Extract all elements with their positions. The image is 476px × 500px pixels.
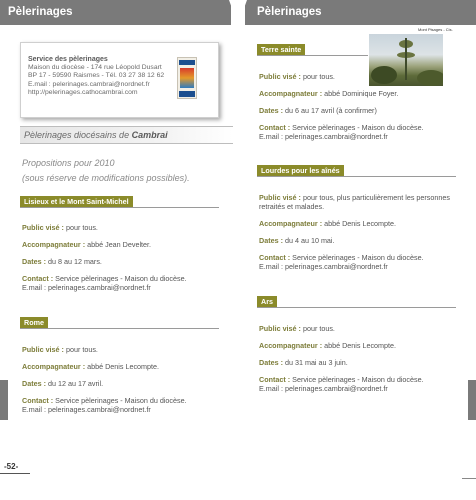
section-title-terre-sainte: Terre sainte — [257, 44, 305, 56]
public-label: Public visé : — [22, 223, 64, 232]
contact-website[interactable]: http://pelerinages.cathocambrai.com — [28, 89, 138, 97]
dates-label: Dates : — [22, 379, 46, 388]
section-rule — [20, 328, 219, 329]
dates-value: du 4 au 10 mai. — [284, 236, 335, 245]
lourdes-public — [259, 193, 450, 202]
public-label: Public visé : — [259, 193, 301, 202]
cambrai-poster-image — [177, 57, 197, 99]
photo-bush — [417, 70, 443, 86]
ars-guide — [259, 341, 396, 350]
ars-dates — [259, 358, 348, 367]
guide-value: abbé Jean Develter. — [87, 240, 152, 249]
left-page-title: Pèlerinages — [8, 6, 73, 18]
contact-phone: BP 17 - 59590 Raismes - Tél. 03 27 38 12 62 — [28, 72, 165, 80]
right-page-header — [245, 0, 476, 25]
contact-value: Service pèlerinages - Maison du diocèse. — [292, 375, 424, 384]
ars-email[interactable]: E.mail : pelerinages.cambrai@nordnet.fr — [259, 384, 388, 393]
diocese-banner — [20, 126, 233, 144]
public-label: Public visé : — [259, 324, 301, 333]
rome-email[interactable]: E.mail : pelerinages.cambrai@nordnet.fr — [22, 405, 151, 414]
photo-caption: Mont Pisages - Cis. — [418, 27, 453, 32]
dates-label: Dates : — [259, 106, 283, 115]
section-rule — [257, 307, 456, 308]
intro-text — [22, 156, 190, 185]
section-title-lisieux: Lisieux et le Mont Saint-Michel — [20, 196, 133, 208]
left-page-header — [0, 0, 231, 25]
lourdes-dates — [259, 236, 335, 245]
right-edge-tab — [468, 380, 476, 420]
terre-public — [259, 72, 335, 81]
page-number: -52- — [4, 462, 19, 471]
guide-label: Accompagnateur : — [259, 219, 323, 228]
dates-label: Dates : — [22, 257, 46, 266]
section-rule — [20, 207, 219, 208]
public-label: Public visé : — [259, 72, 301, 81]
contact-title: Service des pèlerinages — [28, 56, 108, 63]
lisieux-contact — [22, 274, 187, 283]
dates-value: du 6 au 17 avril (à confirmer) — [284, 106, 377, 115]
contact-value: Service pèlerinages - Maison du diocèse. — [292, 123, 424, 132]
rome-contact — [22, 396, 187, 405]
photo-bush — [371, 66, 397, 84]
section-rule — [257, 55, 368, 56]
contact-address: Maison du diocèse - 174 rue Léopold Dusart — [28, 64, 162, 71]
rome-dates — [22, 379, 103, 388]
dates-value: du 8 au 12 mars. — [47, 257, 102, 266]
lourdes-public-cont: retraités et malades. — [259, 202, 325, 211]
section-title-lourdes: Lourdes pour les aînés — [257, 165, 344, 177]
section-title-rome: Rome — [20, 317, 48, 329]
banner-prefix: Pèlerinages diocésains de — [24, 130, 132, 140]
dates-label: Dates : — [259, 236, 283, 245]
contact-label: Contact : — [259, 375, 291, 384]
poster-header-band — [179, 60, 195, 65]
poster-illustration — [180, 68, 194, 88]
contact-value: Service pèlerinages - Maison du diocèse. — [55, 274, 187, 283]
guide-label: Accompagnateur : — [259, 89, 323, 98]
guide-label: Accompagnateur : — [22, 362, 86, 371]
section-rule — [257, 176, 456, 177]
public-value: pour tous. — [65, 223, 98, 232]
right-footer-rule — [462, 478, 476, 479]
intro-line-1: Propositions pour 2010 — [22, 158, 115, 168]
landscape-photo — [369, 34, 443, 86]
lisieux-email[interactable]: E.mail : pelerinages.cambrai@nordnet.fr — [22, 283, 151, 292]
lourdes-email[interactable]: E.mail : pelerinages.cambrai@nordnet.fr — [259, 262, 388, 271]
contact-value: Service pèlerinages - Maison du diocèse. — [292, 253, 424, 262]
banner-emphasis: Cambrai — [131, 130, 168, 140]
left-edge-tab — [0, 380, 8, 420]
rome-guide — [22, 362, 159, 371]
dates-label: Dates : — [259, 358, 283, 367]
lisieux-dates — [22, 257, 102, 266]
guide-label: Accompagnateur : — [259, 341, 323, 350]
guide-value: abbé Denis Lecompte. — [324, 219, 397, 228]
poster-footer-band — [179, 91, 195, 97]
contact-label: Contact : — [259, 123, 291, 132]
lourdes-contact — [259, 253, 424, 262]
page-number-rule — [0, 473, 30, 474]
public-label: Public visé : — [22, 345, 64, 354]
dates-value: du 31 mai au 3 juin. — [284, 358, 348, 367]
guide-label: Accompagnateur : — [22, 240, 86, 249]
lourdes-guide — [259, 219, 396, 228]
guide-value: abbé Dominique Foyer. — [324, 89, 399, 98]
public-value: pour tous. — [302, 72, 335, 81]
guide-value: abbé Denis Lecompte. — [324, 341, 397, 350]
lisieux-public — [22, 223, 98, 232]
terre-contact — [259, 123, 424, 132]
terre-dates — [259, 106, 377, 115]
contact-label: Contact : — [22, 396, 54, 405]
terre-email[interactable]: E.mail : pelerinages.cambrai@nordnet.fr — [259, 132, 388, 141]
public-value: pour tous, plus particulièrement les personnes — [302, 193, 450, 202]
public-value: pour tous. — [65, 345, 98, 354]
rome-public — [22, 345, 98, 354]
intro-line-2: (sous réserve de modifications possibles). — [22, 172, 190, 183]
dates-value: du 12 au 17 avril. — [47, 379, 104, 388]
contact-email[interactable]: E.mail : pelerinages.cambrai@nordnet.fr — [28, 80, 150, 88]
photo-plant-stem — [405, 38, 407, 80]
lisieux-guide — [22, 240, 151, 249]
contact-value: Service pèlerinages - Maison du diocèse. — [55, 396, 187, 405]
contact-label: Contact : — [259, 253, 291, 262]
right-page-title: Pèlerinages — [257, 6, 322, 18]
terre-guide — [259, 89, 398, 98]
ars-contact — [259, 375, 424, 384]
contact-label: Contact : — [22, 274, 54, 283]
section-title-ars: Ars — [257, 296, 277, 308]
ars-public — [259, 324, 335, 333]
guide-value: abbé Denis Lecompte. — [87, 362, 160, 371]
public-value: pour tous. — [302, 324, 335, 333]
